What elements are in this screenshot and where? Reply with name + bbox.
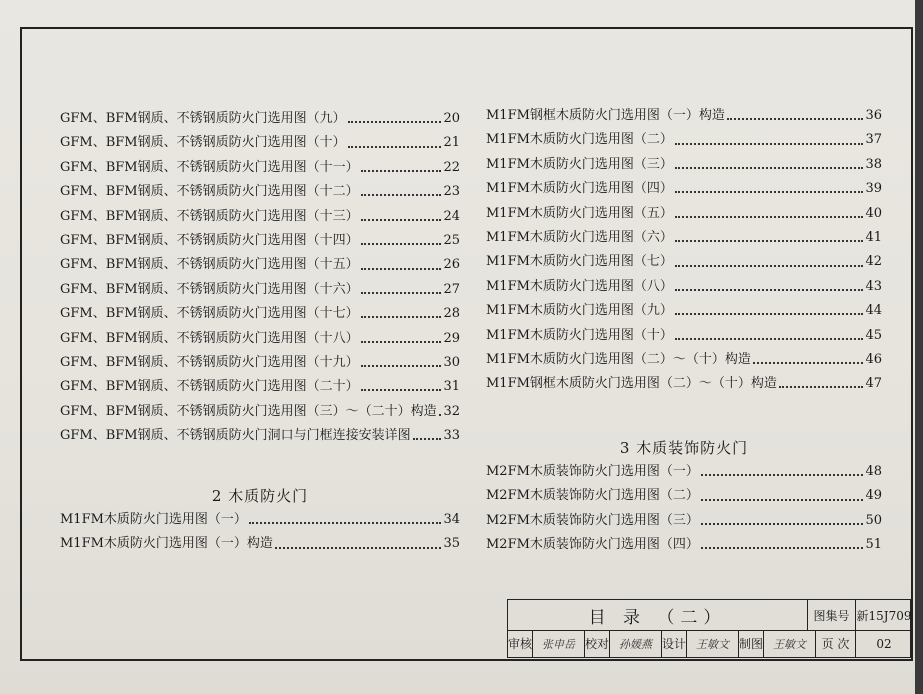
toc-entry [60,131,460,155]
section-2-list [60,508,460,557]
toc-leader-dots [361,170,442,172]
toc-leader-dots [675,216,864,218]
toc-entry [486,484,882,508]
toc-leader-dots [675,167,864,169]
toc-entry-title: M1FM木质防火门选用图（二）～（十）构造 [486,351,751,367]
toc-entry-title: M1FM木质防火门选用图（十） [486,327,673,343]
toc-entry-title: GFM、BFM钢质、不锈钢质防火门选用图（十九） [60,354,359,370]
toc-entry-title: M2FM木质装饰防火门选用图（二） [486,488,699,504]
review-signature-text: 张申岳 [542,637,575,651]
toc-entry-page: 22 [443,159,460,175]
toc-entry-title: M1FM木质防火门选用图（七） [486,254,673,270]
toc-entry-title: GFM、BFM钢质、不锈钢质防火门选用图（三）～（二十）构造 [60,403,437,419]
section-2-heading: 2 木质防火门 [211,487,309,505]
toc-entry [486,202,882,226]
atlas-number: 新15J709 [856,608,912,623]
design-signature [687,630,739,657]
toc-entry [60,205,460,229]
toc-leader-dots [675,143,864,145]
toc-entry-title: GFM、BFM钢质、不锈钢质防火门洞口与门框连接安装详图 [60,428,411,444]
check-signature-text: 孙媛燕 [619,637,652,651]
toc-entry-page: 35 [443,536,460,552]
toc-entry-page: 50 [865,512,882,528]
toc-entry [60,278,460,302]
toc-entry-page: 28 [443,306,460,322]
toc-entry [60,532,460,556]
toc-entry-title: GFM、BFM钢质、不锈钢质防火门选用图（十七） [60,306,359,322]
review-signature [533,630,585,657]
section-3-block [486,436,882,558]
toc-leader-dots [727,118,864,120]
toc-entry-title: GFM、BFM钢质、不锈钢质防火门选用图（十四） [60,232,359,248]
toc-entry-page: 25 [443,232,460,248]
toc-entry-page: 49 [865,488,882,504]
toc-entry [486,226,882,250]
toc-entry [486,299,882,323]
toc-entry [486,460,882,484]
toc-entry-page: 34 [443,512,460,527]
toc-entry-title: GFM、BFM钢质、不锈钢质防火门选用图（十） [60,135,346,151]
toc-entry [486,177,882,201]
toc-leader-dots [701,523,864,525]
toc-leader-dots [348,146,442,148]
toc-leader-dots [361,219,442,221]
toc-entry-page: 40 [865,205,882,221]
toc-entry [486,348,882,372]
toc-entry-title: GFM、BFM钢质、不锈钢质防火门选用图（二十） [60,379,359,395]
design-signature-text: 王敏文 [696,637,729,651]
toc-leader-dots [675,338,864,340]
toc-entry [60,351,460,375]
toc-leader-dots [361,316,442,318]
toc-entry-title: M1FM木质防火门选用图（一） [60,512,247,527]
atlas-label: 图集号 [808,600,856,630]
toc-entry-page: 36 [865,108,882,123]
toc-entry [486,324,882,348]
toc-entry [60,253,460,277]
sheet-title-text: 目 录 （二） [588,607,727,628]
toc-leader-dots [675,240,864,242]
toc-entry-page: 41 [865,229,882,245]
toc-entry-title: GFM、BFM钢质、不锈钢质防火门选用图（十一） [60,159,359,175]
toc-entry [486,372,882,396]
toc-entry-page: 47 [865,376,882,392]
toc-entry-page: 48 [865,464,882,479]
toc-leader-dots [361,292,442,294]
toc-entry-title: GFM、BFM钢质、不锈钢质防火门选用图（十二） [60,184,359,200]
binding-spine [915,0,923,694]
toc-entry-title: M1FM木质防火门选用图（三） [486,156,673,172]
toc-entry-page: 26 [443,257,460,273]
toc-entry [486,533,882,557]
toc-entry-title: GFM、BFM钢质、不锈钢质防火门选用图（十三） [60,208,359,224]
toc-entry-page: 37 [865,132,882,148]
toc-entry [60,156,460,180]
toc-leader-dots [275,547,442,549]
toc-leader-dots [361,365,442,367]
toc-entry [60,302,460,326]
draw-signature-text: 王敏文 [773,637,806,651]
toc-leader-dots [361,194,442,196]
page-label: 页 次 [816,630,856,657]
section-2-block [60,484,460,557]
design-label: 设计 [662,630,687,657]
review-label: 审核 [508,630,533,657]
toc-entry-page: 45 [865,327,882,343]
toc-leader-dots [439,414,442,416]
toc-leader-dots [701,499,864,501]
toc-entry-title: M1FM木质防火门选用图（八） [486,278,673,294]
toc-entry-title: M2FM木质装饰防火门选用图（三） [486,512,699,528]
toc-leader-dots [753,362,864,364]
toc-leader-dots [779,386,864,388]
toc-entry-title: M1FM木质防火门选用图（四） [486,181,673,197]
toc-entry-page: 43 [865,278,882,294]
draw-signature [764,630,816,657]
draw-label: 制图 [739,630,764,657]
toc-leader-dots [675,313,864,315]
toc-entry-page: 33 [443,428,460,444]
toc-entry [60,375,460,399]
toc-entry-title: M1FM钢框木质防火门选用图（一）构造 [486,108,725,123]
check-signature [610,630,662,657]
toc-entry-title: M1FM木质防火门选用图（九） [486,303,673,319]
toc-entry [486,275,882,299]
toc-entry-title: M2FM木质装饰防火门选用图（四） [486,537,699,553]
toc-left-column [60,107,460,448]
check-label: 校对 [585,630,610,657]
section-3-heading: 3 木质装饰防火门 [619,439,749,457]
section-3-list [486,460,882,558]
toc-entry-title: M1FM钢框木质防火门选用图（二）～（十）构造 [486,376,777,392]
toc-entry [486,250,882,274]
toc-entry-page: 24 [443,208,460,224]
toc-entry-page: 29 [443,330,460,346]
toc-leader-dots [675,289,864,291]
page-number: 02 [876,636,892,651]
toc-entry-page: 42 [865,254,882,270]
toc-leader-dots [361,243,442,245]
toc-leader-dots [413,438,442,440]
toc-leader-dots [361,268,442,270]
toc-entry [486,509,882,533]
toc-leader-dots [249,522,442,524]
toc-entry [60,424,460,448]
toc-entry-page: 31 [443,379,460,395]
toc-leader-dots [675,191,864,193]
toc-entry-title: GFM、BFM钢质、不锈钢质防火门选用图（九） [60,111,346,126]
toc-entry-page: 21 [443,135,460,151]
toc-entry-page: 23 [443,184,460,200]
toc-entry [60,229,460,253]
toc-entry-title: M1FM木质防火门选用图（五） [486,205,673,221]
toc-entry-page: 46 [865,351,882,367]
toc-entry-page: 51 [865,537,882,553]
toc-entry [60,107,460,131]
toc-entry-title: M2FM木质装饰防火门选用图（一） [486,464,699,479]
toc-entry-page: 44 [865,303,882,319]
toc-entry-page: 38 [865,156,882,172]
sheet-title [508,600,808,630]
toc-entry [486,128,882,152]
toc-entry-title: GFM、BFM钢质、不锈钢质防火门选用图（十六） [60,281,359,297]
toc-leader-dots [361,341,442,343]
toc-leader-dots [361,389,442,391]
toc-leader-dots [348,121,442,123]
toc-entry-title: M1FM木质防火门选用图（二） [486,132,673,148]
toc-entry [60,508,460,532]
toc-entry [60,400,460,424]
toc-entry-title: M1FM木质防火门选用图（六） [486,229,673,245]
toc-entry-title: M1FM木质防火门选用图（一）构造 [60,536,273,552]
toc-entry-page: 20 [443,111,460,126]
toc-entry-title: GFM、BFM钢质、不锈钢质防火门选用图（十八） [60,330,359,346]
toc-entry-page: 39 [865,181,882,197]
toc-entry-page: 30 [443,354,460,370]
toc-right-column [486,104,882,397]
toc-entry-title: GFM、BFM钢质、不锈钢质防火门选用图（十五） [60,257,359,273]
toc-entry [60,180,460,204]
toc-leader-dots [701,547,864,549]
toc-entry-page: 27 [443,281,460,297]
title-block [507,599,911,658]
toc-entry [60,327,460,351]
toc-leader-dots [675,265,864,267]
toc-entry [486,104,882,128]
toc-entry-page: 32 [443,403,460,419]
toc-leader-dots [701,474,864,476]
toc-entry [486,153,882,177]
